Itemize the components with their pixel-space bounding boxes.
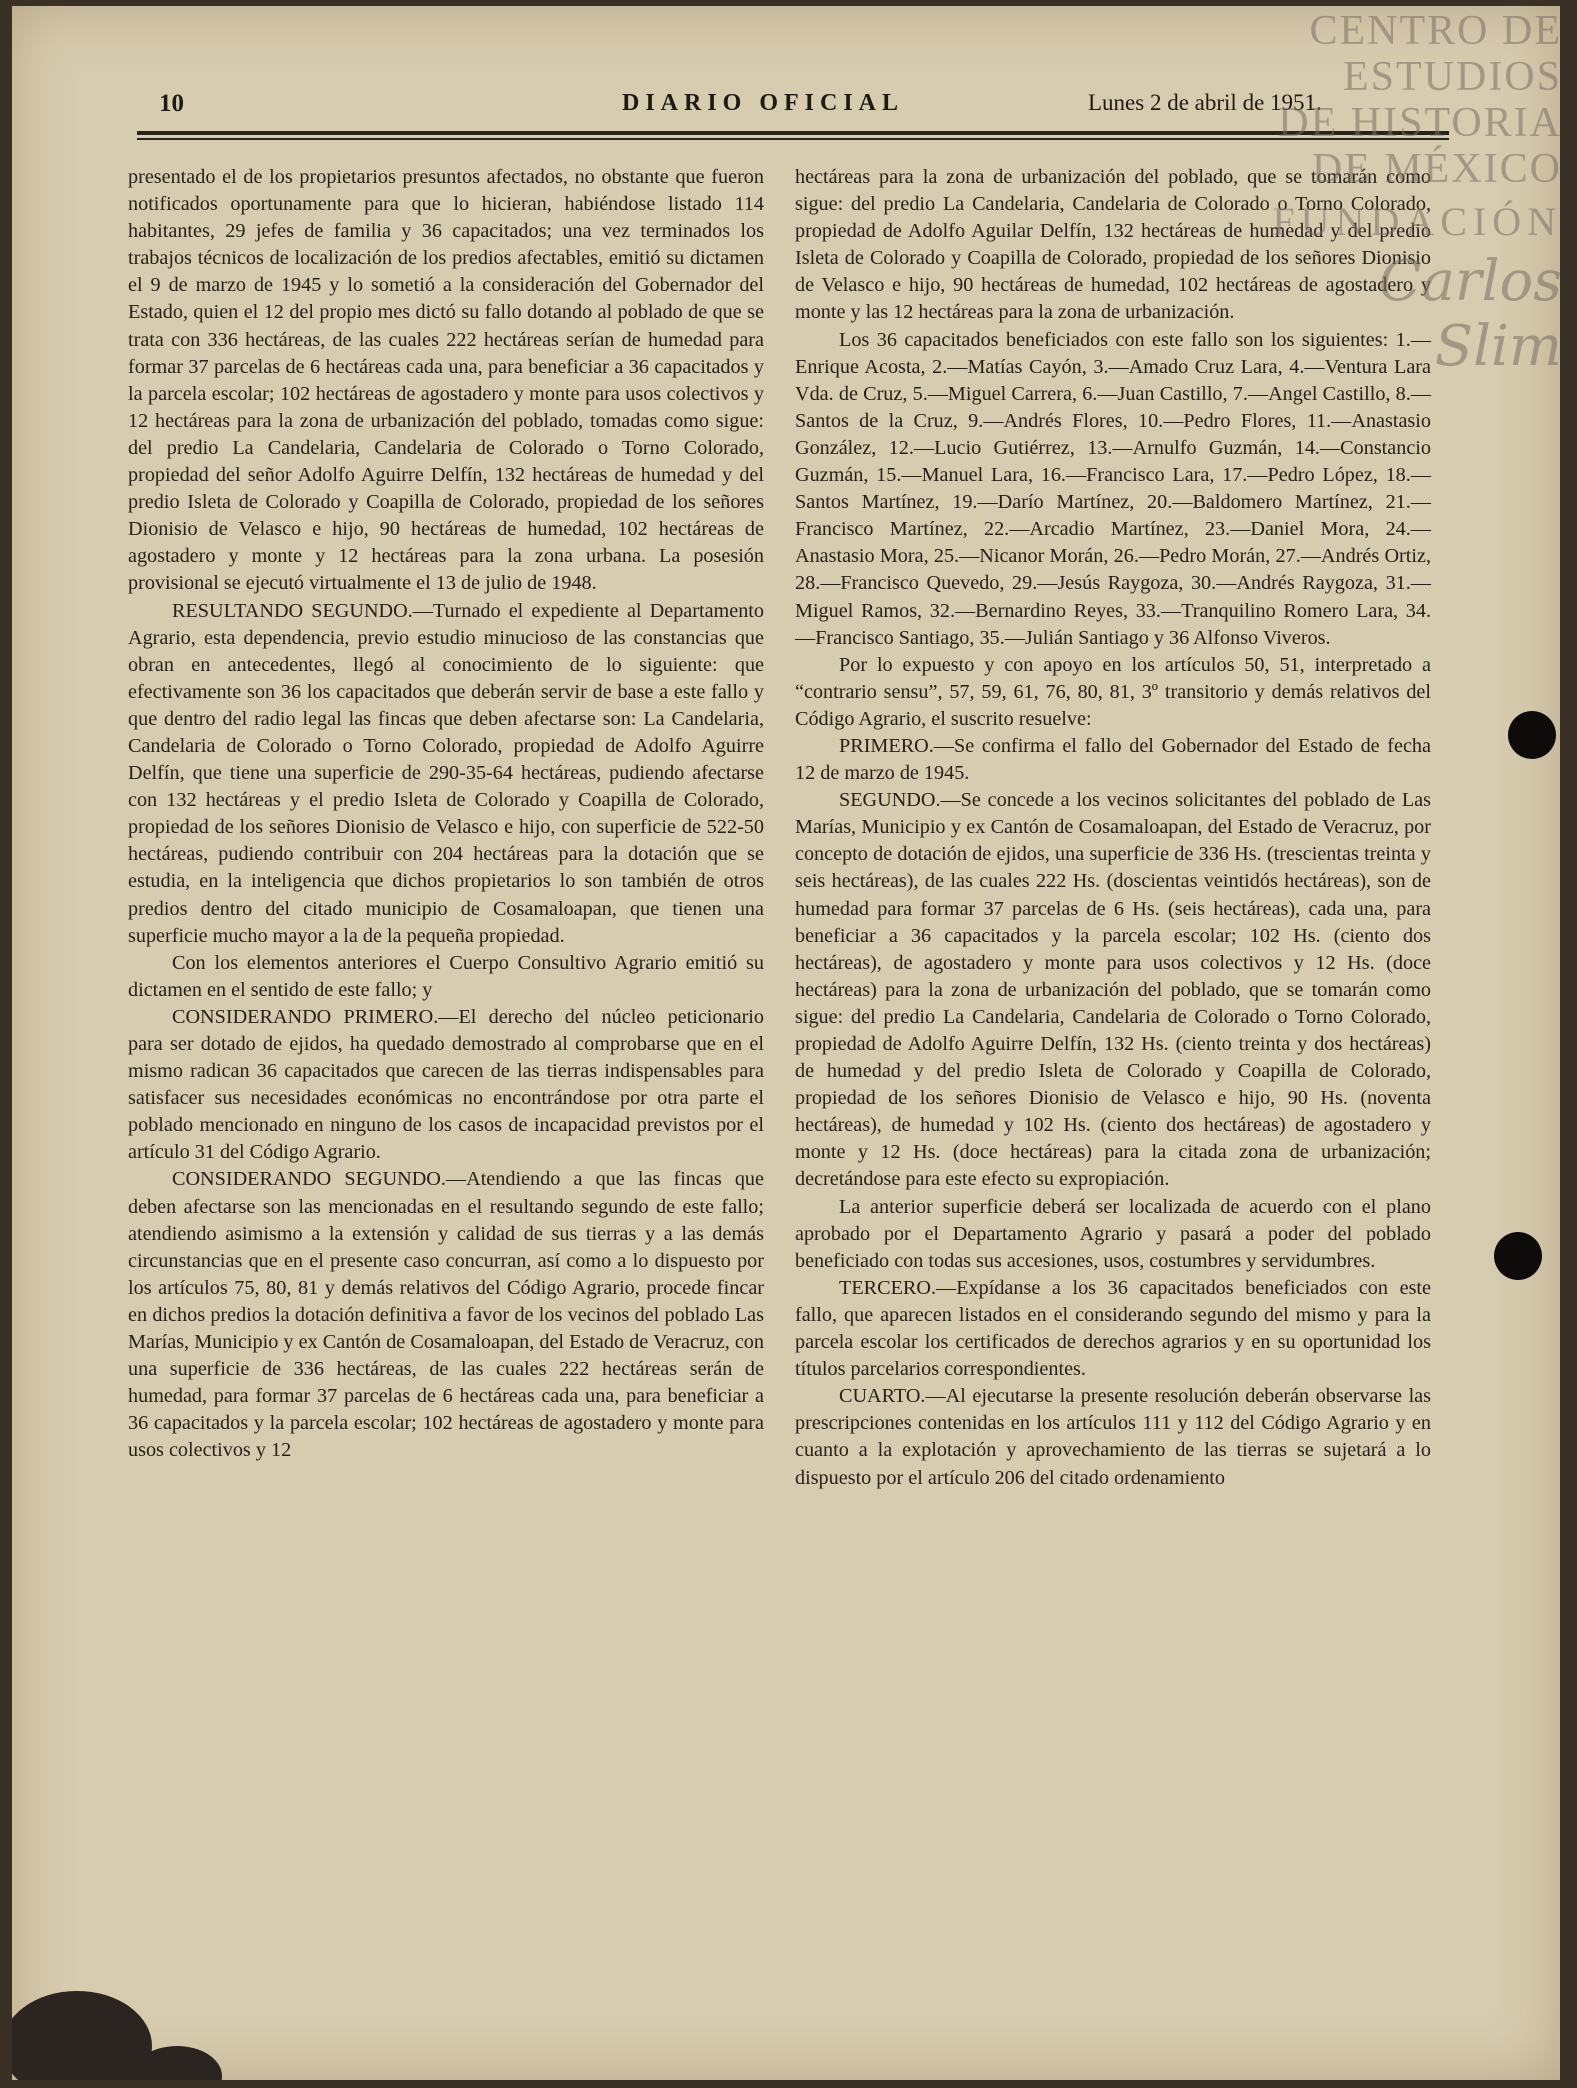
watermark-line: CENTRO DE xyxy=(1309,8,1562,54)
watermark-line: DE HISTORIA xyxy=(1278,100,1562,146)
page-number: 10 xyxy=(159,90,184,117)
punch-hole-bottom xyxy=(1494,1232,1542,1280)
watermark-line: ESTUDIOS xyxy=(1342,54,1562,100)
issue-date: Lunes 2 de abril de 1951. xyxy=(1088,90,1322,115)
paragraph: SEGUNDO.—Se concede a los vecinos solicitantes del poblado de Las Marías, Municipio y ex Cantón de Cosamaloapan, del Estado de Veracruz, por concepto de dotación de ejidos, una superficie de 336 Hs. (trescientas treinta y seis hectáreas), de las cuales 222 Hs. (doscientas veintidós hectáreas), son de humedad para formar 37 parcelas de 6 Hs. (seis hectáreas), cada una, para beneficiar a 36 capacitados y la parcela escolar; 102 Hs. (ciento dos hectáreas), de agostadero y monte para usos colectivos y 12 Hs. (doce hectáreas) para la zona de urbanización del poblado, que se tomarán como sigue: del predio La Candelaria, Candelaria de Colorado o Torno Colorado, propiedad de Adolfo Aguirre Delfín, 132 Hs. (ciento treinta y dos hectáreas) de humedad y del predio Isleta de Colorado y Coapilla de Colorado, propiedad de los señores Dionisio de Velasco e hijo, 90 Hs. (noventa hectáreas), de humedad y 102 Hs. (ciento dos hectáreas) de agostadero y monte y 12 Hs. (doce hectáreas) para la citada zona de urbanización; decretándose para este efecto su expropiación. xyxy=(795,789,1431,1191)
header-rule-thin xyxy=(137,138,1449,140)
punch-hole-top xyxy=(1508,711,1556,759)
watermark-line: DE MÉXICO xyxy=(1311,146,1562,192)
paragraph: Por lo expuesto y con apoyo en los artículos 50, 51, interpretado a “contrario sensu”, 57, 59, 61, 76, 80, 81, 3º transitorio y demás relativos del Código Agrario, el suscrito resuelve: xyxy=(795,653,1431,730)
archive-watermark xyxy=(1262,8,1562,379)
paragraph: hectáreas para la zona de urbanización del poblado, que se tomarán como sigue: del predio La Candelaria, Candelaria de Colorado o Torno Colorado, propiedad de Adolfo Aguilar Delfín, 132 hectáreas de humedad y del predio Isleta de Colorado y Coapilla de Colorado, propiedad de los señores Dionisio de Velasco e hijo, 90 hectáreas de humedad, 102 hectáreas de agostadero y monte y las 12 hectáreas para la zona de urbanización. xyxy=(795,166,1431,324)
paragraph: presentado el de los propietarios presuntos afectados, no obstante que fueron notificados oportunamente para que lo hicieran, habiéndose listado 114 habitantes, 29 jefes de familia y 36 capacitados; una vez terminados los trabajos técnicos de localización de los predios afectables, emitió su dictamen el 9 de marzo de 1945 y lo sometió a la consideración del Gobernador del Estado, quien el 12 del propio mes dictó su fallo dotando al poblado de que se trata con 336 hectáreas, de las cuales 222 hectáreas serían de humedad para formar 37 parcelas de 6 hectáreas cada una, para beneficiar a 36 capacitados y la parcela escolar; 102 hectáreas de agostadero y monte para usos colectivos y 12 hectáreas para la zona de urbanización del poblado, tomadas como sigue: del predio La Candelaria, Candelaria de Colorado o Torno Colorado, propiedad del señor Adolfo Aguirre Delfín, 132 hectáreas de humedad y del predio Isleta de Colorado y Coapilla de Colorado, propiedad de los señores Dionisio de Velasco e hijo, 90 hectáreas de humedad, 102 hectáreas de agostadero y monte y 12 hectáreas para la zona urbana. La posesión provisional se ejecutó virtualmente el 13 de julio de 1948. xyxy=(128,166,764,595)
paragraph: CONSIDERANDO PRIMERO.—El derecho del núcleo peticionario para ser dotado de ejidos, ha quedado demostrado al comprobarse que en el mismo radican 36 capacitados que carecen de las tierras indispensables para satisfacer sus necesidades económicas no encontrándose por otra parte el poblado mencionado en ninguno de los casos de incapacidad previstos por el artículo 31 del Código Agrario. xyxy=(128,1005,764,1164)
left-column xyxy=(128,164,764,1465)
paragraph: CONSIDERANDO SEGUNDO.—Atendiendo a que las fincas que deben afectarse son las mencionadas en el resultando segundo de este fallo; atendiendo asimismo a la extensión y calidad de sus tierras y a las demás circunstancias que en el presente caso concurran, así como a lo dispuesto por los artículos 75, 80, 81 y demás relativos del Código Agrario, procede fincar en dichos predios la dotación definitiva a favor de los vecinos del poblado Las Marías, Municipio y ex Cantón de Cosamaloapan, del Estado de Veracruz, con una superficie de 336 hectáreas, de las cuales 222 hectáreas serán de humedad, para formar 37 parcelas de 6 hectáreas cada una, para beneficiar a 36 capacitados y la parcela escolar; 102 hectáreas de agostadero y monte para usos colectivos y 12 xyxy=(128,1168,764,1462)
header-rule-thick xyxy=(137,131,1449,135)
journal-title: DIARIO OFICIAL xyxy=(622,90,905,116)
paragraph: TERCERO.—Expídanse a los 36 capacitados beneficiados con este fallo, que aparecen listados en el considerando segundo del mismo y para la parcela escolar los certificados de derechos agrarios y en su oportunidad los títulos parcelarios correspondientes. xyxy=(795,1276,1431,1381)
paragraph: PRIMERO.—Se confirma el fallo del Gobernador del Estado de fecha 12 de marzo de 1945. xyxy=(795,734,1431,785)
paragraph: CUARTO.—Al ejecutarse la presente resolución deberán observarse las prescripciones contenidas en los artículos 111 y 112 del Código Agrario y en cuanto a la explotación y aprovechamiento de las tierras se sujetará a lo dispuesto por el artículo 206 del citado ordenamiento xyxy=(795,1385,1431,1489)
paragraph: Con los elementos anteriores el Cuerpo Consultivo Agrario emitió su dictamen en el sentido de este fallo; y xyxy=(128,951,764,1001)
paragraph: RESULTANDO SEGUNDO.—Turnado el expediente al Departamento Agrario, esta dependencia, previo estudio minucioso de las constancias que obran en antecedentes, llegó al conocimiento de lo siguiente: que efectivamente son 36 los capacitados que deberán servir de base a este fallo y que dentro del radio legal las fincas que deben afectarse son: La Candelaria, Candelaria de Colorado o Torno Colorado, propiedad de Adolfo Aguirre Delfín, que tiene una superficie de 290-35-64 hectáreas, pudiendo afectarse con 132 hectáreas y el predio Isleta de Colorado y Coapilla de Colorado, propiedad de los señores Dionisio de Velasco e hijo, con superficie de 522-50 hectáreas, pudiendo contribuir con 204 hectáreas para la dotación que se estudia, en la inteligencia que dichos propietarios lo son también de otros predios dentro del citado municipio de Cosamaloapan, que tienen una superficie mucho mayor a la de la pequeña propiedad. xyxy=(128,599,764,947)
watermark-signature: Carlos Slim xyxy=(1378,249,1562,379)
bottom-left-stain xyxy=(12,1991,152,2080)
paragraph: Los 36 capacitados beneficiados con este fallo son los siguientes: 1.—Enrique Acosta, 2.—Matías Cayón, 3.—Amado Cruz Lara, 4.—Ventura Lara Vda. de Cruz, 5.—Miguel Carrera, 6.—Juan Castillo, 7.—Angel Castillo, 8.—Santos de la Cruz, 9.—Andrés Flores, 10.—Pedro Flores, 11.—Anastasio González, 12.—Lucio Gutiérrez, 13.—Arnulfo Guzmán, 14.—Constancio Guzmán, 15.—Manuel Lara, 16.—Francisco Lara, 17.—Pedro López, 18.—Santos Martínez, 19.—Darío Martínez, 20.—Baldomero Martínez, 21.—Francisco Martínez, 22.—Arcadio Martínez, 23.—Daniel Mora, 24.—Anastasio Mora, 25.—Nicanor Morán, 26.—Pedro Morán, 27.—Andrés Ortiz, 28.—Francisco Quevedo, 29.—Jesús Raygoza, 30.—Andrés Raygoza, 31.—Miguel Ramos, 32.—Bernardino Reyes, 33.—Tranquilino Romero Lara, 34.—Francisco Santiago, 35.—Julián Santiago y 36 Alfonso Viveros. xyxy=(795,328,1431,649)
paragraph: La anterior superficie deberá ser localizada de acuerdo con el plano aprobado por el Departamento Agrario y pasará a poder del poblado beneficiado con todas sus accesiones, usos, costumbres y servidumbres. xyxy=(795,1195,1431,1272)
watermark-foundation: FUNDACIÓN xyxy=(1272,199,1562,244)
